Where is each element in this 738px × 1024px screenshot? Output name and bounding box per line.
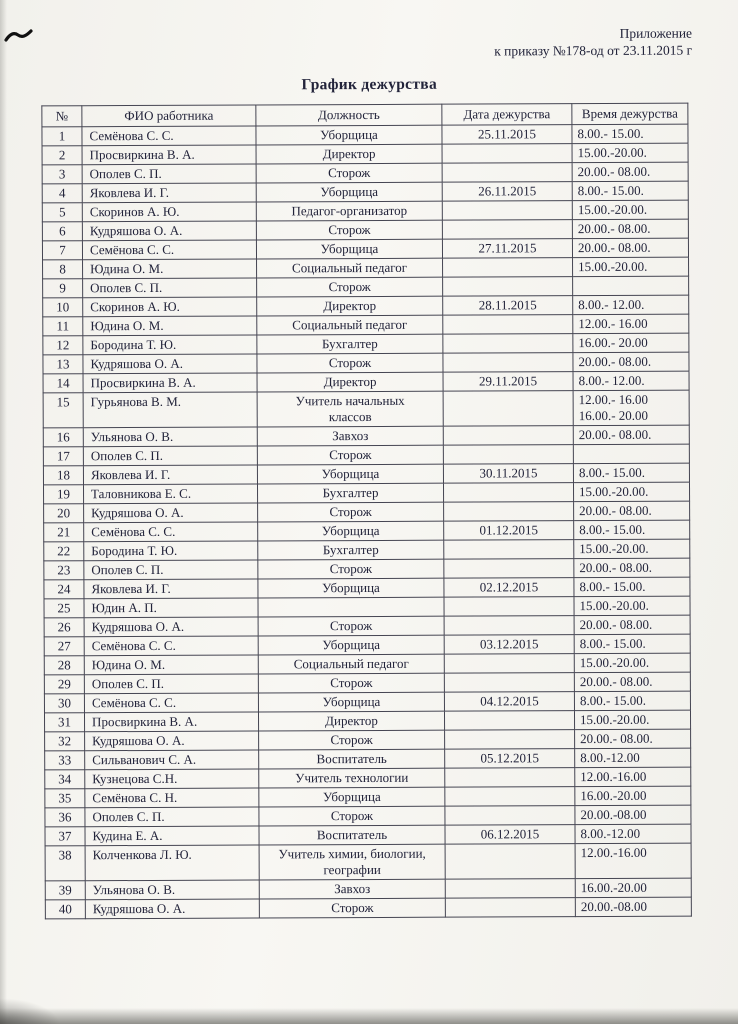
cell-name: Семёнова С. С.	[82, 240, 256, 260]
document-content	[0, 24, 738, 919]
cell-position: Сторож	[257, 353, 443, 373]
cell-number: 30	[44, 694, 84, 713]
cell-position: Сторож	[258, 673, 444, 693]
cell-date	[445, 730, 575, 750]
cell-date: 03.12.2015	[444, 635, 574, 655]
cell-date: 25.11.2015	[442, 125, 572, 145]
cell-date	[442, 144, 572, 164]
cell-position: Воспитатель	[259, 825, 445, 845]
cell-date	[444, 711, 574, 731]
cell-name: Юдина О. М.	[83, 316, 257, 336]
cell-number: 2	[42, 146, 82, 165]
cell-date	[443, 277, 573, 297]
cell-position: Директор	[257, 372, 443, 392]
cell-name: Кудряшова О. А.	[82, 221, 256, 241]
cell-name: Ополев С. П.	[85, 807, 259, 827]
cell-number: 1	[42, 127, 82, 146]
table-row	[45, 897, 691, 919]
cell-position: Уборщица	[258, 578, 444, 598]
cell-time: 8.00.- 15.00.	[574, 577, 690, 597]
cell-name: Семёнова С. С.	[84, 693, 258, 713]
cell-time: 15.00.-20.00.	[572, 143, 688, 163]
cell-time: 20.00.- 08.00.	[574, 672, 690, 692]
cell-time: 15.00.-20.00.	[573, 257, 689, 277]
cell-position: Сторож	[257, 277, 443, 297]
document-title: График дежурства	[301, 75, 438, 94]
column-header: №	[42, 106, 82, 127]
cell-number: 31	[44, 713, 84, 732]
cell-time: 12.00.-16.00	[575, 843, 691, 879]
cell-number: 22	[44, 542, 84, 561]
cell-number: 39	[45, 881, 85, 900]
cell-name: Ополев С. П.	[83, 278, 257, 298]
cell-time: 20.00.- 08.00.	[573, 425, 689, 445]
cell-name: Ополев С. П.	[83, 446, 257, 466]
cell-time: 20.00.- 08.00.	[574, 615, 690, 635]
cell-name: Юдин А. П.	[84, 598, 258, 618]
cell-time: 20.00.- 08.00.	[572, 219, 688, 239]
cell-time: 12.00.- 16.00 16.00.- 20.00	[573, 390, 689, 426]
cell-position: Социальный педагог	[257, 315, 443, 335]
cell-date	[444, 654, 574, 674]
cell-position: Уборщица	[259, 787, 445, 807]
cell-number: 6	[42, 222, 82, 241]
cell-position: Учитель технологии	[259, 768, 445, 788]
cell-name: Кудряшова О. А.	[85, 899, 259, 919]
cell-time: 20.00.- 08.00.	[572, 238, 688, 258]
cell-time: 15.00.-20.00.	[572, 200, 688, 220]
cell-name: Кузнецова С.Н.	[85, 769, 259, 789]
cell-time: 20.00.- 08.00.	[572, 162, 688, 182]
cell-date: 26.11.2015	[442, 182, 572, 202]
cell-name: Семёнова С. С.	[82, 126, 256, 146]
cell-time: 8.00.- 15.00.	[574, 691, 690, 711]
cell-position: Уборщица	[257, 464, 443, 484]
cell-name: Ополев С. П.	[82, 164, 256, 184]
cell-number: 33	[45, 751, 85, 770]
cell-date: 05.12.2015	[445, 749, 575, 769]
cell-number: 18	[43, 466, 83, 485]
cell-time: 8.00.- 12.00.	[573, 295, 689, 315]
cell-date	[442, 201, 572, 221]
cell-number: 5	[42, 203, 82, 222]
cell-number: 19	[43, 485, 83, 504]
cell-name: Кудряшова О. А.	[85, 731, 259, 751]
table-header	[42, 103, 688, 127]
cell-position: Сторож	[257, 445, 443, 465]
cell-date: 27.11.2015	[442, 239, 572, 259]
table-row	[43, 390, 689, 428]
cell-position: Уборщица	[256, 125, 442, 145]
cell-time: 16.00.-20.00	[575, 878, 691, 898]
cell-date	[444, 616, 574, 636]
cell-number: 36	[45, 808, 85, 827]
cell-date	[444, 540, 574, 560]
cell-time: 12.00.-16.00	[575, 767, 691, 787]
appendix-note	[0, 25, 692, 62]
cell-number: 38	[45, 846, 85, 881]
cell-date	[443, 353, 573, 373]
cell-number: 4	[42, 184, 82, 203]
cell-name: Таловникова Е. С.	[83, 484, 257, 504]
cell-name: Семёнова С. С.	[84, 636, 258, 656]
cell-name: Кудряшова О. А.	[84, 503, 258, 523]
cell-number: 23	[44, 561, 84, 580]
cell-position: Директор	[257, 296, 443, 316]
cell-position: Бухгалтер	[257, 334, 443, 354]
appendix-line-2: к приказу №178-од от 23.11.2015 г	[494, 42, 693, 59]
cell-position: Сторож	[258, 502, 444, 522]
cell-time: 12.00.- 16.00	[573, 314, 689, 334]
cell-number: 9	[43, 279, 83, 298]
cell-date	[444, 673, 574, 693]
cell-name: Бородина Т. Ю.	[83, 335, 257, 355]
cell-number: 34	[45, 770, 85, 789]
cell-number: 32	[45, 732, 85, 751]
cell-time: 15.00.-20.00.	[574, 539, 690, 559]
cell-date	[443, 391, 573, 427]
cell-position: Завхоз	[259, 879, 445, 899]
cell-number: 16	[43, 428, 83, 447]
appendix-line-1: Приложение	[619, 25, 693, 41]
cell-position: Сторож	[258, 616, 444, 636]
cell-date: 01.12.2015	[444, 521, 574, 541]
cell-time: 20.00.-08.00	[575, 897, 691, 917]
cell-position: Завхоз	[257, 426, 443, 446]
cell-time: 20.00.- 08.00.	[574, 501, 690, 521]
cell-time: 16.00.-20.00	[575, 786, 691, 806]
cell-number: 12	[43, 336, 83, 355]
cell-date	[445, 806, 575, 826]
cell-number: 25	[44, 599, 84, 618]
cell-name: Юдина О. М.	[84, 655, 258, 675]
cell-name: Семёнова С. С.	[84, 522, 258, 542]
cell-name: Кудина Е. А.	[85, 826, 259, 846]
cell-number: 7	[42, 241, 82, 260]
cell-name: Просвиркина В. А.	[83, 373, 257, 393]
column-header: Должность	[256, 104, 442, 126]
cell-name: Юдина О. М.	[83, 259, 257, 279]
cell-position: Бухгалтер	[257, 483, 443, 503]
cell-name: Колченкова Л. Ю.	[85, 845, 259, 881]
table-row	[45, 843, 691, 881]
cell-date: 28.11.2015	[443, 296, 573, 316]
cell-time: 8.00.- 15.00.	[572, 181, 688, 201]
cell-number: 24	[44, 580, 84, 599]
cell-number: 3	[42, 165, 82, 184]
cell-position: Директор	[258, 711, 444, 731]
duty-schedule-table	[41, 103, 692, 920]
cell-position: Социальный педагог	[258, 654, 444, 674]
cell-position: Социальный педагог	[257, 258, 443, 278]
cell-date	[445, 787, 575, 807]
cell-position: Директор	[256, 144, 442, 164]
cell-date	[443, 445, 573, 465]
cell-number: 40	[45, 900, 85, 919]
cell-date	[443, 334, 573, 354]
cell-time	[573, 276, 689, 296]
cell-date	[443, 258, 573, 278]
cell-time: 16.00.- 20.00	[573, 333, 689, 353]
cell-date: 30.11.2015	[443, 464, 573, 484]
cell-name: Скоринов А. Ю.	[83, 297, 257, 317]
cell-date	[442, 220, 572, 240]
column-header: ФИО работника	[82, 105, 256, 127]
cell-date	[445, 844, 575, 880]
cell-position: Сторож	[259, 806, 445, 826]
cell-position: Уборщица	[258, 692, 444, 712]
cell-date	[445, 768, 575, 788]
cell-date	[444, 559, 574, 579]
cell-position: Сторож	[259, 898, 445, 918]
cell-date	[442, 163, 572, 183]
scan-edge-shadow	[0, 1008, 738, 1024]
cell-position: Уборщица	[258, 635, 444, 655]
cell-name: Яковлева И. Г.	[84, 579, 258, 599]
cell-date	[444, 502, 574, 522]
cell-number: 29	[44, 675, 84, 694]
cell-number: 8	[43, 260, 83, 279]
cell-date: 06.12.2015	[445, 825, 575, 845]
cell-position: Сторож	[256, 220, 442, 240]
cell-time: 15.00.-20.00.	[574, 710, 690, 730]
cell-number: 21	[44, 523, 84, 542]
cell-time	[573, 444, 689, 464]
cell-number: 35	[45, 789, 85, 808]
column-header: Время дежурства	[572, 103, 688, 125]
cell-date	[443, 315, 573, 335]
cell-name: Гурьянова В. М.	[83, 392, 257, 428]
cell-name: Ополев С. П.	[84, 560, 258, 580]
cell-time: 8.00.- 15.00.	[572, 124, 688, 144]
cell-position: Бухгалтер	[258, 540, 444, 560]
cell-number: 20	[44, 504, 84, 523]
cell-time: 15.00.-20.00.	[574, 596, 690, 616]
cell-name: Бородина Т. Ю.	[84, 541, 258, 561]
cell-name: Семёнова С. Н.	[85, 788, 259, 808]
cell-time: 20.00.- 08.00.	[573, 352, 689, 372]
cell-time: 8.00.- 15.00.	[573, 463, 689, 483]
cell-position: Сторож	[256, 163, 442, 183]
cell-name: Ульянова О. В.	[85, 880, 259, 900]
cell-number: 14	[43, 374, 83, 393]
cell-name: Ополев С. П.	[84, 674, 258, 694]
cell-name: Ульянова О. В.	[83, 427, 257, 447]
cell-number: 10	[43, 298, 83, 317]
cell-name: Сильванович С. А.	[85, 750, 259, 770]
cell-number: 26	[44, 618, 84, 637]
cell-date	[443, 426, 573, 446]
cell-name: Яковлева И. Г.	[83, 465, 257, 485]
cell-name: Скоринов А. Ю.	[82, 202, 256, 222]
cell-position	[258, 597, 444, 617]
cell-name: Просвиркина В. А.	[84, 712, 258, 732]
cell-number: 28	[44, 656, 84, 675]
cell-time: 20.00.- 08.00.	[574, 558, 690, 578]
cell-position: Уборщица	[258, 521, 444, 541]
cell-time: 8.00.- 15.00.	[574, 634, 690, 654]
cell-position: Педагог-организатор	[256, 201, 442, 221]
cell-date: 29.11.2015	[443, 372, 573, 392]
schedule-table-body	[42, 124, 691, 919]
cell-number: 37	[45, 827, 85, 846]
cell-position: Воспитатель	[259, 749, 445, 769]
table-header-row	[42, 103, 688, 127]
cell-date	[444, 597, 574, 617]
cell-time: 20.00.-08.00	[575, 805, 691, 825]
cell-time: 15.00.-20.00.	[574, 653, 690, 673]
cell-date: 04.12.2015	[444, 692, 574, 712]
cell-position: Уборщица	[256, 239, 442, 259]
cell-time: 8.00.-12.00	[575, 748, 691, 768]
cell-name: Яковлева И. Г.	[82, 183, 256, 203]
cell-position: Сторож	[258, 559, 444, 579]
scan-corner-smudge	[0, 998, 60, 1024]
cell-position: Учитель начальных классов	[257, 391, 443, 427]
cell-time: 15.00.-20.00.	[573, 482, 689, 502]
cell-position: Сторож	[259, 730, 445, 750]
column-header: Дата дежурства	[442, 104, 572, 126]
cell-time: 20.00.- 08.00.	[575, 729, 691, 749]
cell-date	[445, 898, 575, 918]
cell-name: Просвиркина В. А.	[82, 145, 256, 165]
cell-position: Учитель химии, биологии, географии	[259, 844, 445, 880]
cell-date	[443, 483, 573, 503]
cell-time: 8.00.- 15.00.	[574, 520, 690, 540]
cell-name: Кудряшова О. А.	[84, 617, 258, 637]
cell-time: 8.00.-12.00	[575, 824, 691, 844]
cell-number: 11	[43, 317, 83, 336]
cell-number: 15	[43, 393, 83, 428]
cell-time: 8.00.- 12.00.	[573, 371, 689, 391]
cell-number: 27	[44, 637, 84, 656]
cell-number: 17	[43, 447, 83, 466]
cell-name: Кудряшова О. А.	[83, 354, 257, 374]
cell-number: 13	[43, 355, 83, 374]
cell-position: Уборщица	[256, 182, 442, 202]
cell-date: 02.12.2015	[444, 578, 574, 598]
cell-date	[445, 879, 575, 899]
